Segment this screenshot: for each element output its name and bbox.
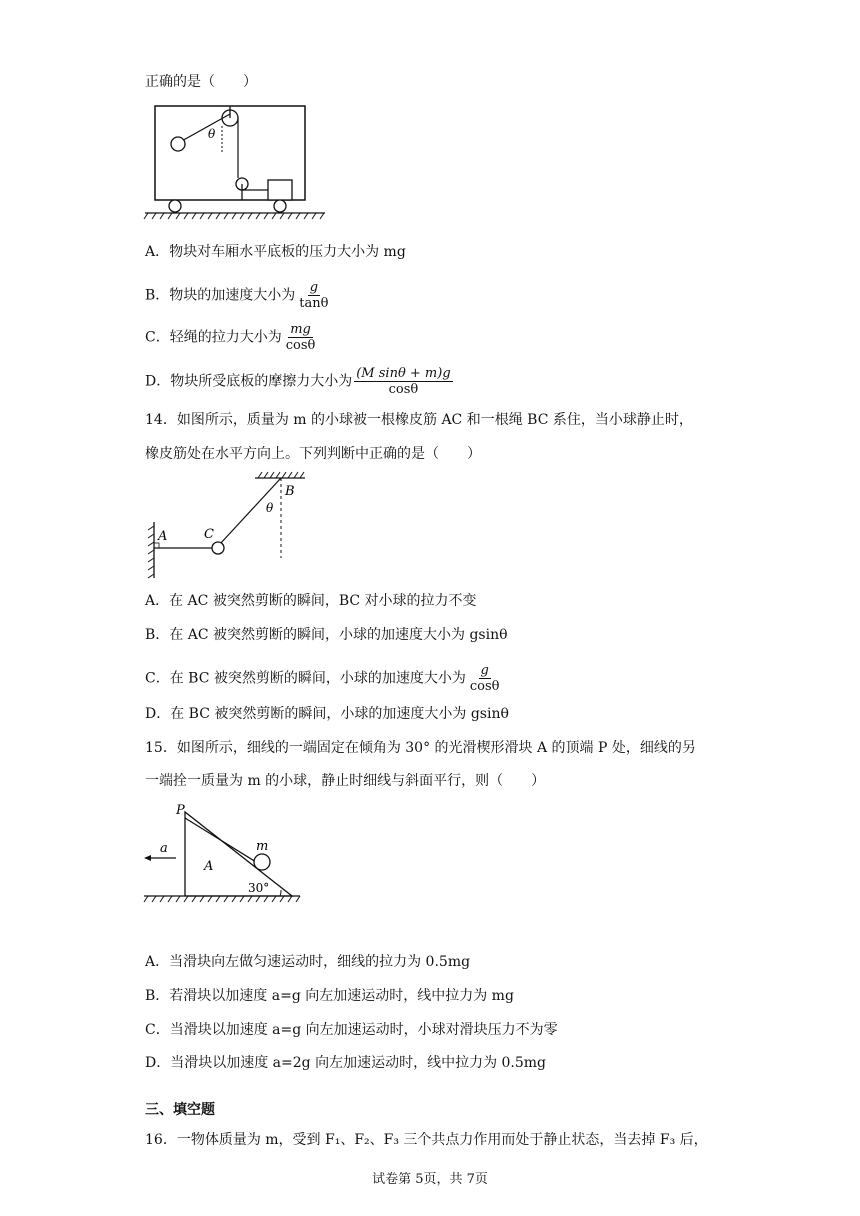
q15-label-a-block: A bbox=[204, 859, 214, 874]
q14-label-a: A bbox=[158, 529, 168, 544]
q13-figure bbox=[140, 100, 340, 225]
q15-figure bbox=[140, 800, 310, 912]
q14-option-b: B．在 AC 被突然剪断的瞬间，小球的加速度大小为 gsinθ bbox=[145, 627, 508, 643]
q15-stem-line2: 一端拴一质量为 m 的小球，静止时细线与斜面平行，则（ ） bbox=[145, 773, 546, 789]
q15-label-m: m bbox=[256, 839, 269, 854]
q15-option-d: D．当滑块以加速度 a=2g 向左加速运动时，线中拉力为 0.5mg bbox=[145, 1055, 547, 1071]
q13-theta-label: θ bbox=[208, 127, 216, 141]
q14-stem-line1: 14．如图所示，质量为 m 的小球被一根橡皮筋 AC 和一根绳 BC 系住，当小球静止时， bbox=[145, 412, 693, 428]
q13-option-c: C．轻绳的拉力大小为 $\frac{mg}{\cos\theta}$ bbox=[145, 322, 316, 353]
section-title: 三、填空题 bbox=[145, 1102, 215, 1118]
q14-option-c: C．在 BC 被突然剪断的瞬间，小球的加速度大小为 $\frac{g}{\cos\theta}$ bbox=[145, 663, 500, 694]
q16-stem-line1: 16．一物体质量为 m，受到 F₁、F₂、F₃ 三个共点力作用而处于静止状态，当去掉 F₃ 后， bbox=[145, 1132, 708, 1148]
q14-label-b: B bbox=[285, 484, 295, 499]
q13-option-a: A．物块对车厢水平底板的压力大小为 mg bbox=[145, 244, 406, 260]
q15-label-p: P bbox=[176, 803, 185, 818]
q15-option-c: C．当滑块以加速度 a=g 向左加速运动时，小球对滑块压力不为零 bbox=[145, 1022, 558, 1038]
q13-option-b: B．物块的加速度大小为 $\frac{g}{\tan\theta}$ bbox=[145, 280, 329, 311]
q13-option-d: D．物块所受底板的摩擦力大小为 $\frac{\text{(M sinθ + m)g}}{\cos\theta}$ bbox=[145, 366, 451, 397]
q14-figure bbox=[140, 470, 320, 582]
q14-option-a: A．在 AC 被突然剪断的瞬间，BC 对小球的拉力不变 bbox=[145, 593, 477, 609]
q14-stem-line2: 橡皮筋处在水平方向上。下列判断中正确的是（ ） bbox=[145, 446, 481, 462]
q13-stem-tail: 正确的是（ ） bbox=[145, 74, 257, 90]
q14-option-d: D．在 BC 被突然剪断的瞬间，小球的加速度大小为 gsinθ bbox=[145, 706, 509, 722]
page-footer: 试卷第 5页，共 7页 bbox=[372, 1172, 488, 1187]
q14-theta-label: θ bbox=[266, 501, 274, 515]
q15-option-a: A．当滑块向左做匀速运动时，细线的拉力为 0.5mg bbox=[145, 954, 471, 970]
q15-option-b: B．若滑块以加速度 a=g 向左加速运动时，线中拉力为 mg bbox=[145, 988, 514, 1004]
q15-angle-label: 30° bbox=[248, 881, 270, 895]
q15-label-accel: a bbox=[160, 841, 168, 856]
q14-label-c: C bbox=[204, 527, 214, 542]
q15-stem-line1: 15．如图所示，细线的一端固定在倾角为 30° 的光滑楔形滑块 A 的顶端 P 处，细线的另 bbox=[145, 740, 696, 756]
